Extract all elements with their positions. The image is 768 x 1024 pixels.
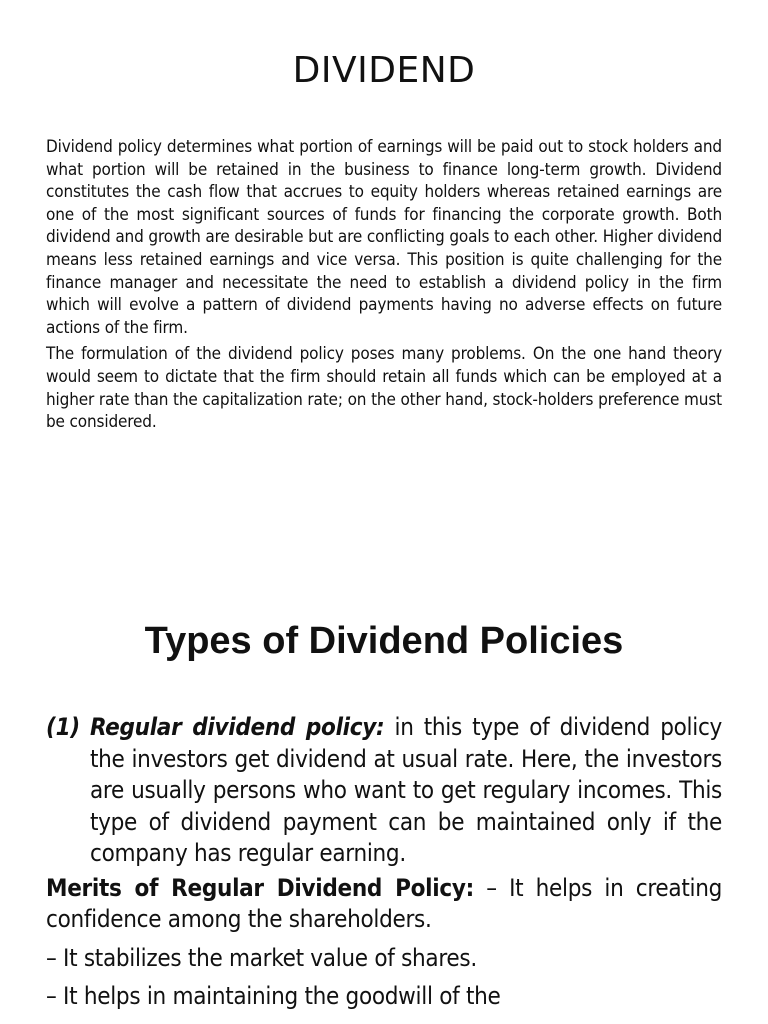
types-body: [46, 712, 722, 1020]
dividend-body: [46, 136, 722, 438]
paragraph-1: Dividend policy determines what portion of earnings will be paid out to stock holders and what portion will be retained in the business to finance long-term growth. Dividend constitutes the cash flow that accrues to equity holders whereas retained earnings are one of the most significant sources of funds for financing the corporate growth. Both dividend and growth are desirable but are conflicting goals to each other. Higher dividend means less retained earnings and vice versa. This position is quite challenging for the finance manager and necessitate the need to establish a dividend policy in the firm which will evolve a pattern of dividend payments having no adverse effects on future actions of the firm.: [46, 137, 722, 338]
merits-term: Merits of Regular Dividend Policy:: [46, 873, 474, 902]
merits-paragraph: [46, 873, 722, 936]
list-item-regular-dividend: [46, 712, 722, 870]
item-number: (1): [46, 713, 80, 741]
item-term: Regular dividend policy:: [90, 713, 385, 741]
merit-line-3: – It helps in maintaining the goodwill of the: [46, 982, 501, 1010]
slide-types-of-dividend-policies: [0, 600, 768, 1024]
section-title: Types of Dividend Policies: [144, 620, 624, 662]
merit-line-2: – It stabilizes the market value of shares.: [46, 943, 477, 972]
merits-text: – It helps in creating confidence among the shareholders.: [46, 873, 723, 933]
item-text: in this type of dividend policy the investors get dividend at usual rate. Here, the investors are usually persons who want to get regulary incomes. This type of dividend payment can be maintained only if the company has regular earning.: [90, 713, 722, 867]
page-title: DIVIDEND: [292, 50, 476, 91]
paragraph-2: The formulation of the dividend policy poses many problems. On the one hand theory would seem to dictate that the firm should retain all funds which can be employed at a higher rate than the capitalization rate; on the other hand, stock-holders preference must be considered.: [46, 344, 722, 433]
